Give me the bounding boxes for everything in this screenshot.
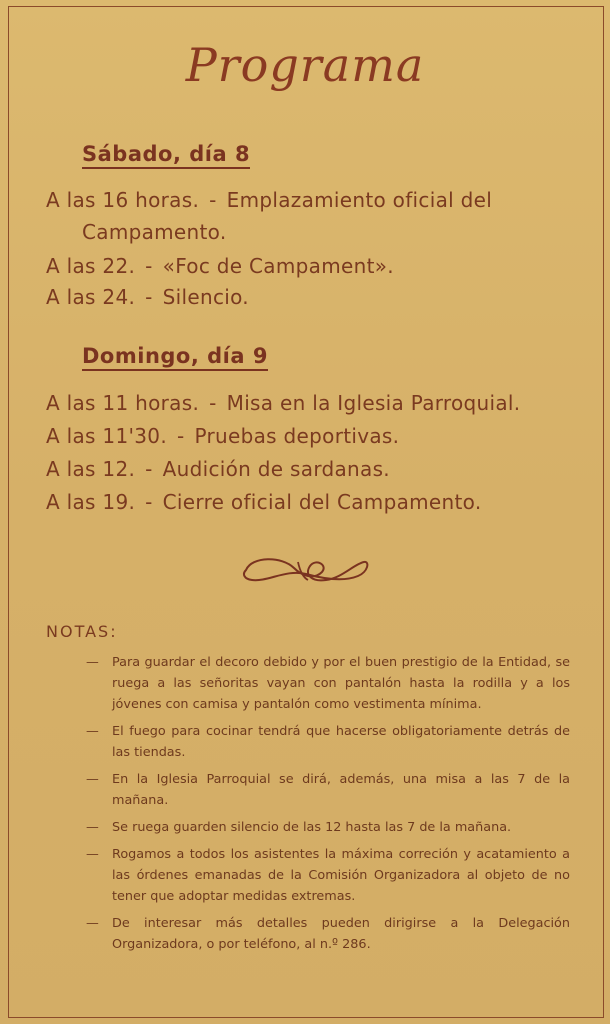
event-time: A las 22. — [46, 254, 136, 278]
saturday-event-1 — [46, 184, 576, 248]
flourish-ornament-icon — [242, 550, 370, 588]
event-time: A las 16 horas. — [46, 188, 200, 212]
event-separator: - — [145, 285, 153, 309]
sunday-heading: Domingo, día 9 — [82, 344, 268, 371]
note-dash: — — [86, 847, 99, 862]
note-dash: — — [86, 724, 99, 739]
sunday-event-3 — [46, 453, 576, 485]
note-dash: — — [86, 820, 99, 835]
event-separator: - — [145, 490, 153, 514]
event-description: Silencio. — [162, 285, 249, 309]
event-separator: - — [145, 254, 153, 278]
event-time: A las 24. — [46, 285, 136, 309]
notes-heading: NOTAS: — [46, 622, 118, 641]
note-item — [86, 721, 570, 763]
sunday-event-2 — [46, 420, 576, 452]
notes-list — [86, 652, 570, 961]
sunday-event-1 — [46, 387, 576, 419]
event-separator: - — [209, 188, 217, 212]
event-description: Cierre oficial del Campamento. — [162, 490, 482, 514]
note-dash: — — [86, 655, 99, 670]
note-dash: — — [86, 772, 99, 787]
event-time: A las 11'30. — [46, 424, 167, 448]
event-separator: - — [145, 457, 153, 481]
note-text: De interesar más detalles pueden dirigirse a la Delegación Organizadora, o por teléfono, al n.º 286. — [112, 916, 570, 952]
event-time: A las 19. — [46, 490, 136, 514]
saturday-event-2 — [46, 250, 576, 282]
note-item — [86, 913, 570, 955]
event-description: Emplazamiento oficial del — [226, 188, 493, 212]
event-time: A las 11 horas. — [46, 391, 200, 415]
event-separator: - — [176, 424, 185, 448]
page-title: Programa — [185, 38, 425, 92]
note-item — [86, 817, 570, 838]
event-description-continued: Campamento. — [82, 220, 227, 244]
event-description: Misa en la Iglesia Parroquial. — [226, 391, 521, 415]
note-item — [86, 769, 570, 811]
note-text: Rogamos a todos los asistentes la máxima correción y acatamiento a las órdenes emanadas de la Comisión Organizadora al objeto de no tener que adoptar medidas extremas. — [112, 847, 570, 904]
event-description: «Foc de Campament». — [162, 254, 394, 278]
event-time: A las 12. — [46, 457, 136, 481]
sunday-event-4 — [46, 486, 576, 518]
note-text: El fuego para cocinar tendrá que hacerse obligatoriamente detrás de las tiendas. — [112, 724, 570, 760]
note-text: En la Iglesia Parroquial se dirá, además, una misa a las 7 de la mañana. — [112, 772, 570, 808]
event-description: Pruebas deportivas. — [194, 424, 400, 448]
event-description: Audición de sardanas. — [162, 457, 390, 481]
note-text: Se ruega guarden silencio de las 12 hasta las 7 de la mañana. — [112, 820, 512, 835]
event-separator: - — [209, 391, 217, 415]
note-item — [86, 844, 570, 907]
note-item — [86, 652, 570, 715]
note-text: Para guardar el decoro debido y por el buen prestigio de la Entidad, se ruega a las señoritas vayan con pantalón hasta la rodilla y a los jóvenes con camisa y pantalón como vestimenta mínima. — [112, 655, 570, 712]
note-dash: — — [86, 916, 99, 931]
saturday-heading: Sábado, día 8 — [82, 142, 250, 169]
saturday-event-3 — [46, 281, 576, 313]
